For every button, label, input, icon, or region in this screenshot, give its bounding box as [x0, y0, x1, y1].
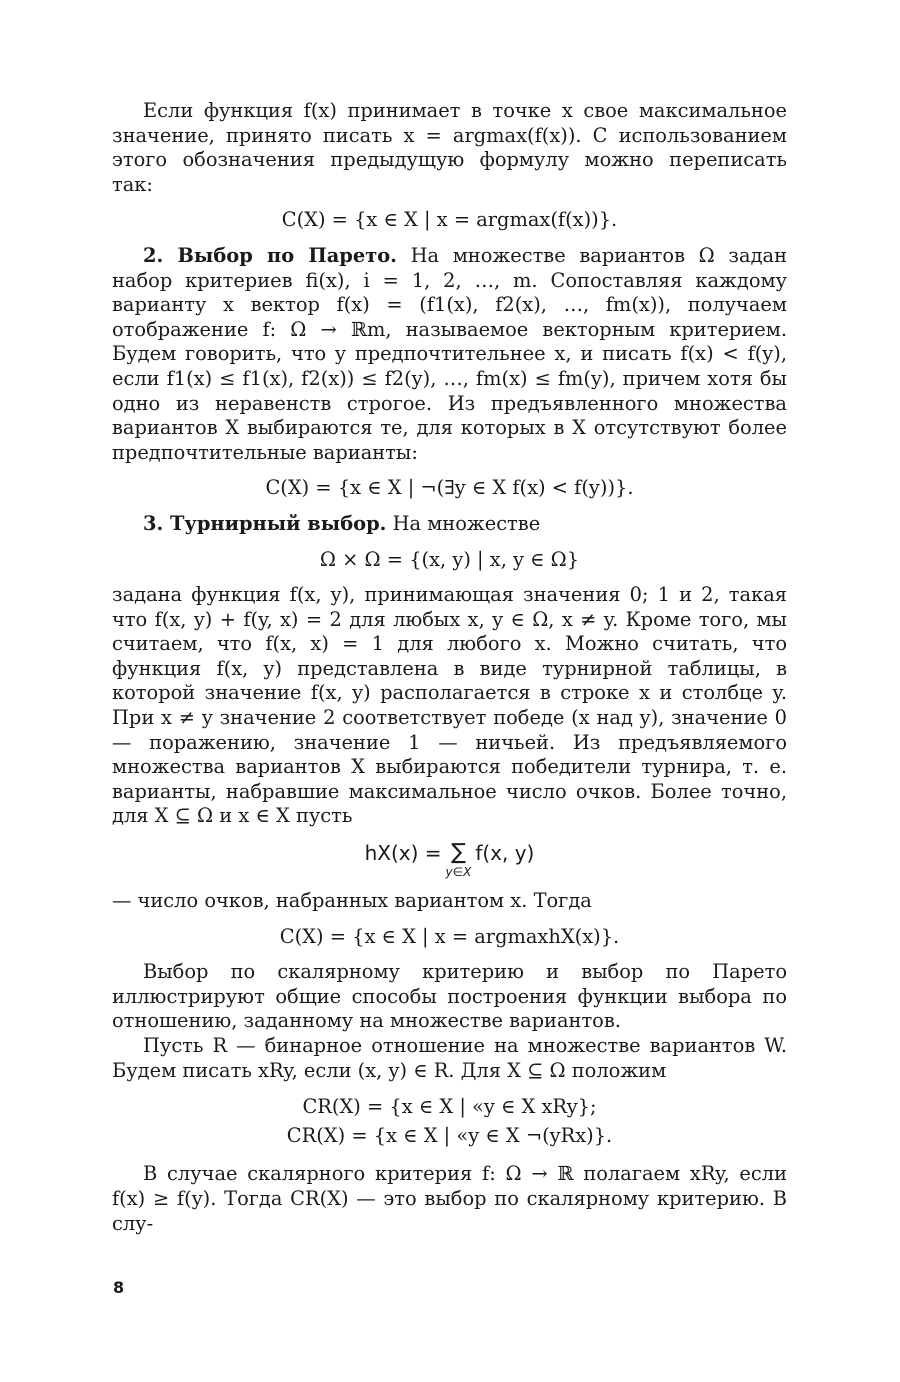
formula-cartesian-product: Ω × Ω = {(x, y) | x, y ∈ Ω} — [319, 547, 580, 571]
formula-pareto-choice: C(X) = {x ∈ X | ¬(∃y ∈ X f(x) < f(y))}. — [265, 476, 634, 500]
paragraph-illustration: Выбор по скалярному критерию и выбор по Парето иллюстрируют общие способы построения функции выбора по отношению, заданному на множестве вариантов. — [112, 960, 787, 1033]
page-number: 8 — [113, 1278, 125, 1297]
formula-tournament-choice: C(X) = {x ∈ X | x = argmaxhX(x)}. — [279, 924, 620, 948]
sum-rhs: f(x, y) — [475, 841, 535, 866]
section-heading-tournament: 3. Турнирный выбор. — [143, 511, 387, 535]
formula-scalar-choice: C(X) = {x ∈ X | x = argmax(f(x))}. — [281, 208, 618, 232]
paragraph-tournament-function: задана функция f(x, y), принимающая значения 0; 1 и 2, такая что f(x, y) + f(y, x) = 2 для любых x, y ∈ Ω, x ≠ y. Кроме того, мы считаем, что f(x, x) = 1 для любого x. Можно считать, что функция f(x, y) представлена в виде турнирной таблицы, в которой значение f(x, y) располагается в строке x и столбце y. При x ≠ y значение 2 соответствует победе (x над y), значение 0 — поражению, значение 1 — ничьей. Из предъявляемого множества вариантов X выбираются победители турнира, т. е. варианты, набравшие максимальное число очков. Более точно, для X ⊆ Ω и x ∈ X пусть — [112, 583, 787, 828]
paragraph-score-note: — число очков, набранных вариантом x. Тогда — [112, 889, 592, 913]
section-text-pareto: На множестве вариантов Ω задан набор критериев fi(x), i = 1, 2, …, m. Сопоставляя каждому варианту x вектор f(x) = (f1(x), f2(x), …, fm(x)), получаем отображение f: Ω → ℝm, называемое векторным критерием. Будем говорить, что y предпочтительнее x, и писать f(x) < f(y), если f1(x) ≤ f1(x), f2(x)) ≤ f2(y), …, fm(x) ≤ fm(y), причем хотя бы одно из неравенств строгое. Из предъявленного множества вариантов X выбираются те, для которых в X отсутствуют более предпочтительные варианты: — [112, 243, 787, 464]
paragraph-argmax-definition: Если функция f(x) принимает в точке x свое максимальное значение, принято писать x = argmax(f(x)). С использованием этого обозначения предыдущую формулу можно переписать так: — [112, 99, 787, 196]
page-body — [112, 99, 787, 1236]
sum-lhs: hX(x) = — [364, 841, 442, 866]
section-text-tournament: На множестве — [392, 511, 541, 535]
formula-relation-choice-upper: CR(X) = {x ∈ X | «y ∈ X ¬(yRx)}. — [286, 1123, 613, 1147]
formula-relation-choice-lower: CR(X) = {x ∈ X | «y ∈ X xRy}; — [302, 1095, 597, 1119]
sum-operator — [446, 841, 472, 879]
paragraph-scalar-case: В случае скалярного критерия f: Ω → ℝ полагаем xRy, если f(x) ≥ f(y). Тогда CR(X) — это выбор по скалярному критерию. В слу- — [112, 1162, 787, 1235]
paragraph-binary-relation: Пусть R — бинарное отношение на множестве вариантов W. Будем писать xRy, если (x, y) ∈ R. Для X ⊆ Ω положим — [112, 1034, 787, 1082]
sum-subscript: y∈X — [445, 865, 472, 880]
sum-sign: ∑ — [451, 840, 466, 866]
formula-score-sum — [112, 841, 787, 879]
section-tournament — [112, 512, 787, 537]
section-pareto — [112, 244, 787, 465]
section-heading-pareto: 2. Выбор по Парето. — [143, 243, 397, 267]
